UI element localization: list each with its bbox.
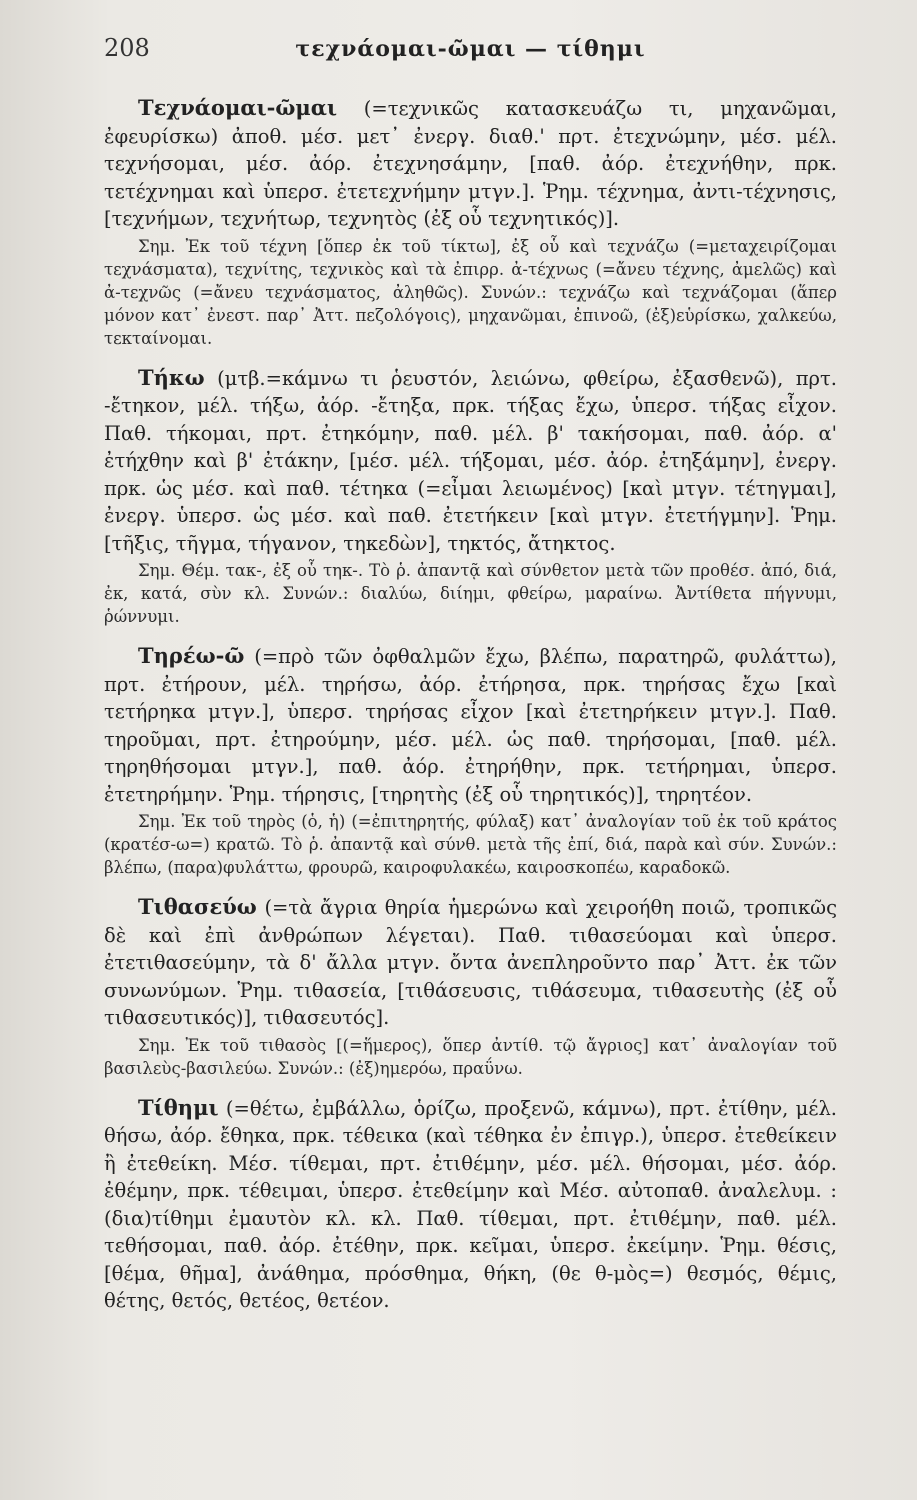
note-text: Ἐκ τοῦ τηρὸς (ὁ, ἡ) (=ἐπιτηρητής, φύλαξ) κατ᾿ ἀναλογίαν τοῦ ἐκ τοῦ κράτος (κρατέσ-ω=) κρατῶ. Τὸ ῥ. ἀπαντᾷ καὶ σύνθ. μετὰ τῆς ἐπί, διά, παρὰ καὶ σύν. Συνών.: βλέπω, (παρα)φυλάττω, φρουρῶ, καιροφυλακέω, καιροσκοπέω, καραδοκῶ. bbox=[104, 812, 838, 877]
dictionary-entry bbox=[104, 642, 837, 879]
entry-definition bbox=[104, 1094, 837, 1315]
note-lead: Σημ. bbox=[138, 561, 176, 580]
note-text: Θέμ. τακ-, ἐξ οὗ τηκ-. Τὸ ῥ. ἀπαντᾷ καὶ σύνθετον μετὰ τῶν προθέσ. ἀπό, διά, ἐκ, κατά, σὺν κλ. Συνών.: διαλύω, διίημι, φθείρω, μαραίνω. Ἀντίθετα πήγνυμι, ῥώννυμι. bbox=[104, 561, 837, 626]
entry-note bbox=[104, 235, 837, 350]
note-text: Ἐκ τοῦ τέχνη [ὅπερ ἐκ τοῦ τίκτω], ἐξ οὗ καὶ τεχνάζω (=μεταχειρίζομαι τεχνάσματα), τεχνίτης, τεχνικὸς καὶ τὰ ἐπιρρ. ἀ-τέχνως (=ἄνευ τέχνης, ἀμελῶς) καὶ ἀ-τεχνῶς (=ἄνευ τεχνάσματος, ἀληθῶς). Συνών.: τεχνάζω καὶ τεχνάζομαι (ἅπερ μόνον κατ᾿ ἐνεστ. παρ᾿ Ἀττ. πεζολόγοις), μηχανῶμαι, ἐπινοῶ, (ἐξ)εὑρίσκω, χαλκεύω, τεκταίνομαι. bbox=[104, 236, 837, 348]
entry-text: (μτβ.=κάμνω τι ῥευστόν, λειώνω, φθείρω, ἐξασθενῶ), πρτ. -ἔτηκον, μέλ. τήξω, ἀόρ. -ἔτηξα, πρκ. τήξας ἔχω, ὑπερσ. τήξας εἶχον. Παθ. τήκομαι, πρτ. ἐτηκόμην, παθ. μέλ. β' τακήσομαι, παθ. ἀόρ. α' ἐτήχθην καὶ β' ἐτάκην, [μέσ. μέλ. τήξομαι, μέσ. ἀόρ. ἐτηξάμην], ἐνεργ. πρκ. ὡς μέσ. καὶ παθ. τέτηκα (=εἶμαι λειωμένος) [καὶ μτγν. τέτηγμαι], ἐνεργ. ὑπερσ. ὡς μέσ. καὶ παθ. ἐτετήκειν [καὶ μτγν. ἐτετήγμην]. Ῥημ. [τῆξις, τῆγμα, τήγανον, τηκεδὼν], τηκτός, ἄτηκτος. bbox=[104, 366, 837, 555]
entry-note bbox=[104, 810, 837, 879]
entry-definition bbox=[104, 642, 837, 808]
entry-headword: Τεχνάομαι-ῶμαι bbox=[138, 95, 338, 120]
dictionary-entry bbox=[104, 1094, 837, 1315]
note-lead: Σημ. bbox=[138, 236, 176, 256]
entry-text: (=τὰ ἄγρια θηρία ἡμερώνω καὶ χειροήθη ποιῶ, τροπικῶς δὲ καὶ ἐπὶ ἀνθρώπων λέγεται). Παθ. τιθασεύομαι καὶ ὑπερσ. ἐτετιθασεύμην, τὰ δ' ἄλλα μτγν. ὄντα ἀνεπληροῦντο παρ᾿ Ἀττ. ἐκ τῶν συνωνύμων. Ῥημ. τιθασεία, [τιθάσευσις, τιθάσευμα, τιθασευτὴς (ἐξ οὗ τιθασευτικός)], τιθασευτός]. bbox=[104, 896, 838, 1029]
entry-text: (=τεχνικῶς κατασκευάζω τι, μηχανῶμαι, ἐφευρίσκω) ἀποθ. μέσ. μετ᾿ ἐνεργ. διαθ.' πρτ. ἐτεχνώμην, μέσ. μέλ. τεχνήσομαι, μέσ. ἀόρ. ἐτεχνησάμην, [παθ. ἀόρ. ἐτεχνήθην, πρκ. τετέχνημαι καὶ ὑπερσ. ἐτετεχνήμην μτγν.]. Ῥημ. τέχνημα, ἀντι-τέχνησις, [τεχνήμων, τεχνήτωρ, τεχνητὸς (ἐξ οὗ τεχνητικός)]. bbox=[104, 97, 838, 230]
entry-headword: Τηρέω-ῶ bbox=[138, 643, 245, 668]
note-text: Ἐκ τοῦ τιθασὸς [(=ἥμερος), ὅπερ ἀντίθ. τῷ ἄγριος] κατ᾿ ἀναλογίαν τοῦ βασιλεὺς-βασιλεύω. Συνών.: (ἐξ)ημερόω, πραΰνω. bbox=[104, 1035, 837, 1078]
running-head: τεχνάομαι-ῶμαι — τίθημι bbox=[295, 36, 646, 62]
entry-note bbox=[104, 559, 837, 628]
dictionary-entry bbox=[104, 893, 837, 1080]
page-header bbox=[104, 34, 837, 74]
entry-definition bbox=[104, 364, 837, 558]
entry-definition bbox=[104, 893, 837, 1032]
entry-headword: Τίθημι bbox=[138, 1094, 219, 1120]
entry-note bbox=[104, 1034, 837, 1080]
note-lead: Σημ. bbox=[138, 812, 176, 831]
page-number: 208 bbox=[104, 34, 150, 62]
entry-headword: Τιθασεύω bbox=[138, 894, 257, 919]
note-lead: Σημ. bbox=[138, 1035, 176, 1055]
dictionary-entry bbox=[104, 364, 837, 629]
entry-headword: Τήκω bbox=[138, 364, 205, 390]
entry-definition bbox=[104, 94, 837, 233]
entry-text: (=πρὸ τῶν ὀφθαλμῶν ἔχω, βλέπω, παρατηρῶ, φυλάττω), πρτ. ἐτήρουν, μέλ. τηρήσω, ἀόρ. ἐτήρησα, πρκ. τηρήσας ἔχω [καὶ τετήρηκα μτγν.], ὑπερσ. τηρήσας εἶχον [καὶ ἐτετηρήκειν μτγν.]. Παθ. τηροῦμαι, πρτ. ἐτηρούμην, μέσ. μέλ. ὡς παθ. τηρήσομαι, [παθ. μέλ. τηρηθήσομαι μτγν.], παθ. ἀόρ. ἐτηρήθην, πρκ. τετήρημαι, ὑπερσ. ἐτετηρήμην. Ῥημ. τήρησις, [τηρητὴς (ἐξ οὗ τηρητικός)], τηρητέον. bbox=[104, 645, 837, 806]
dictionary-entry bbox=[104, 94, 837, 350]
entry-text: (=θέτω, ἐμβάλλω, ὁρίζω, προξενῶ, κάμνω), πρτ. ἐτίθην, μέλ. θήσω, ἀόρ. ἔθηκα, πρκ. τέθεικα (καὶ τέθηκα ἐν ἐπιγρ.), ὑπερσ. ἐτεθείκειν ἢ ἐτεθείκη. Μέσ. τίθεμαι, πρτ. ἐτιθέμην, μέσ. μέλ. θήσομαι, μέσ. ἀόρ. ἐθέμην, πρκ. τέθειμαι, ὑπερσ. ἐτεθείμην καὶ Μέσ. αὐτοπαθ. ἀναλελυμ. : (δια)τίθημι ἐμαυτὸν κλ. κλ. Παθ. τίθεμαι, πρτ. ἐτιθέμην, παθ. μέλ. τεθήσομαι, παθ. ἀόρ. ἐτέθην, πρκ. κεῖμαι, ὑπερσ. ἐκείμην. Ῥημ. θέσις, [θέμα, θῆμα], ἀνάθημα, πρόσθημα, θήκη, (θε θ-μὸς=) θεσμός, θέμις, θέτης, θετός, θετέος, θετέον. bbox=[104, 1096, 838, 1312]
